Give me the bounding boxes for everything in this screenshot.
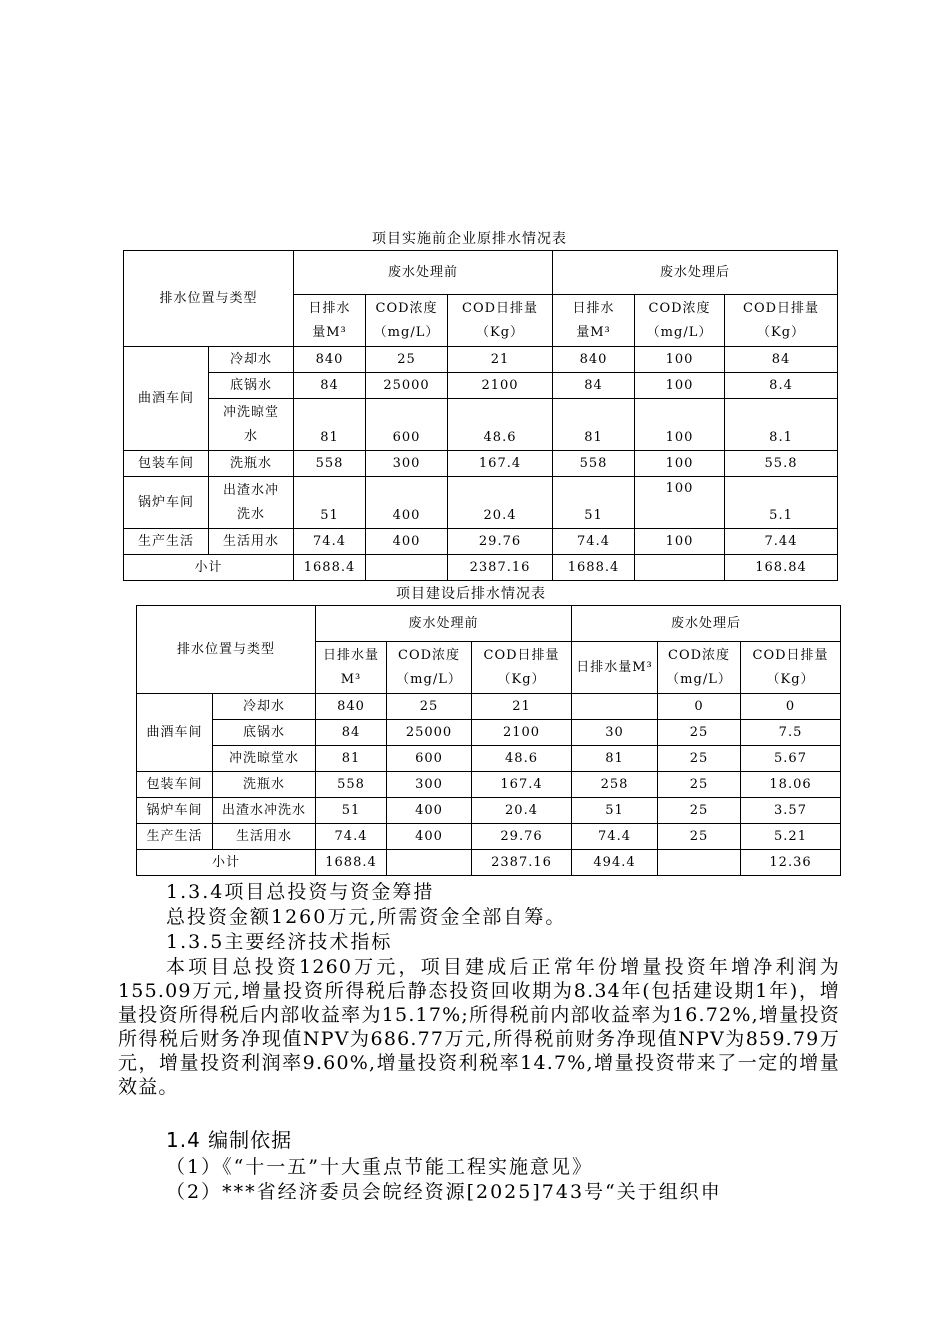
t1-cell: 51 bbox=[553, 477, 635, 529]
t1-subtotal-label: 小计 bbox=[124, 555, 294, 581]
t2-cell bbox=[572, 694, 658, 720]
t1-type: 底锅水 bbox=[209, 373, 294, 399]
t2-header-position-type: 排水位置与类型 bbox=[137, 606, 316, 694]
t1-cell: 167.4 bbox=[448, 451, 553, 477]
table-row bbox=[124, 399, 838, 451]
t1-cell: 25000 bbox=[366, 373, 448, 399]
t1-cell: 81 bbox=[294, 399, 366, 451]
t1-cell: 25 bbox=[366, 347, 448, 373]
t1-cell: 100 bbox=[635, 529, 725, 555]
t2-subtotal-label: 小计 bbox=[137, 850, 316, 876]
t2-header-cod-daily: COD日排量 （Kg） bbox=[472, 642, 572, 694]
t2-cell: 400 bbox=[387, 798, 472, 824]
t1-cell: 84 bbox=[294, 373, 366, 399]
t1-type: 冲洗晾堂 水 bbox=[209, 399, 294, 451]
t2-cell: 29.76 bbox=[472, 824, 572, 850]
t2-cell: 2387.16 bbox=[472, 850, 572, 876]
table-row bbox=[137, 798, 841, 824]
t1-cell: 558 bbox=[553, 451, 635, 477]
t2-cell: 81 bbox=[572, 746, 658, 772]
table2 bbox=[136, 605, 841, 876]
t1-cell: 2387.16 bbox=[448, 555, 553, 581]
table-row bbox=[137, 694, 841, 720]
t2-cell: 600 bbox=[387, 746, 472, 772]
table-row bbox=[137, 824, 841, 850]
t1-cell: 84 bbox=[553, 373, 635, 399]
t2-cell: 25 bbox=[387, 694, 472, 720]
t2-cell: 12.36 bbox=[741, 850, 841, 876]
table-row bbox=[124, 555, 838, 581]
t1-header-cod-conc-after: COD浓度 （mg/L） bbox=[635, 295, 725, 347]
t1-type: 冷却水 bbox=[209, 347, 294, 373]
t1-cell: 81 bbox=[553, 399, 635, 451]
t2-group-guolu: 锅炉车间 bbox=[137, 798, 213, 824]
t2-cell: 5.21 bbox=[741, 824, 841, 850]
t2-cell: 7.5 bbox=[741, 720, 841, 746]
table-row bbox=[124, 477, 838, 529]
t2-cell: 20.4 bbox=[472, 798, 572, 824]
table1 bbox=[123, 250, 838, 581]
t1-group-guolu: 锅炉车间 bbox=[124, 477, 209, 529]
t2-cell: 48.6 bbox=[472, 746, 572, 772]
t1-cell: 5.1 bbox=[725, 477, 838, 529]
t1-cell: 20.4 bbox=[448, 477, 553, 529]
table-row bbox=[124, 451, 838, 477]
t1-cell: 48.6 bbox=[448, 399, 553, 451]
t2-cell: 2100 bbox=[472, 720, 572, 746]
reference-1: （1）《“十一五”十大重点节能工程实施意见》 bbox=[166, 1156, 594, 1178]
t1-header-cod-conc: COD浓度 （mg/L） bbox=[366, 295, 448, 347]
t1-cell: 2100 bbox=[448, 373, 553, 399]
t2-type: 底锅水 bbox=[213, 720, 316, 746]
t2-cell: 558 bbox=[316, 772, 387, 798]
t1-header-cod-daily: COD日排量 （Kg） bbox=[448, 295, 553, 347]
t1-cell: 21 bbox=[448, 347, 553, 373]
t2-header-cod-conc-after: COD浓度 （mg/L） bbox=[658, 642, 741, 694]
t1-cell bbox=[635, 555, 725, 581]
t2-type: 生活用水 bbox=[213, 824, 316, 850]
t1-cell: 100 bbox=[635, 373, 725, 399]
t1-group-baozhuang: 包装车间 bbox=[124, 451, 209, 477]
t1-header-daily-water: 日排水 量M³ bbox=[294, 295, 366, 347]
t2-cell: 25 bbox=[658, 746, 741, 772]
t2-header-cod-conc: COD浓度 （mg/L） bbox=[387, 642, 472, 694]
t1-cell: 51 bbox=[294, 477, 366, 529]
t1-cell: 84 bbox=[725, 347, 838, 373]
table-row bbox=[137, 772, 841, 798]
t1-cell: 55.8 bbox=[725, 451, 838, 477]
t2-cell: 494.4 bbox=[572, 850, 658, 876]
t1-cell: 100 bbox=[635, 347, 725, 373]
t2-cell: 74.4 bbox=[572, 824, 658, 850]
section-heading-1-3-4: 1.3.4项目总投资与资金筹措 bbox=[166, 881, 435, 903]
t1-cell: 400 bbox=[366, 477, 448, 529]
table-row bbox=[137, 746, 841, 772]
t2-header-daily-water-after: 日排水量M³ bbox=[572, 642, 658, 694]
t1-group-qujiu: 曲酒车间 bbox=[124, 347, 209, 451]
reference-2: （2）***省经济委员会皖经资源[2025]743号“关于组织申 bbox=[166, 1181, 722, 1203]
t1-cell: 100 bbox=[635, 477, 725, 529]
t1-type: 洗瓶水 bbox=[209, 451, 294, 477]
economic-indicators-paragraph: 本项目总投资1260万元，项目建成后正常年份增量投资年增净利润为155.09万元,增量投资所得税后静态投资回收期为8.34年(包括建设期1年)，增量投资所得税后内部收益率为15.17%;所得税前内部收益率为16.72%,增量投资所得税后财务净现值NPV为686.77万元,所得税前财务净现值NPV为859.79万元，增量投资利润率9.60%,增量投资利税率14.7%,增量投资带来了一定的增量效益。 bbox=[118, 956, 840, 1098]
t1-group-shengchan: 生产生活 bbox=[124, 529, 209, 555]
t2-header-daily-water: 日排水量 M³ bbox=[316, 642, 387, 694]
t2-group-qujiu: 曲酒车间 bbox=[137, 694, 213, 772]
table2-title: 项目建设后排水情况表 bbox=[396, 586, 546, 602]
t2-cell: 25 bbox=[658, 720, 741, 746]
t1-cell: 100 bbox=[635, 399, 725, 451]
t2-header-after: 废水处理后 bbox=[572, 606, 841, 642]
t1-cell: 8.1 bbox=[725, 399, 838, 451]
t1-header-position-type: 排水位置与类型 bbox=[124, 251, 294, 347]
t2-cell: 18.06 bbox=[741, 772, 841, 798]
t1-cell: 74.4 bbox=[294, 529, 366, 555]
t1-cell: 168.84 bbox=[725, 555, 838, 581]
t2-cell: 30 bbox=[572, 720, 658, 746]
t1-cell: 8.4 bbox=[725, 373, 838, 399]
t2-cell: 21 bbox=[472, 694, 572, 720]
table-row bbox=[137, 720, 841, 746]
t2-cell: 400 bbox=[387, 824, 472, 850]
t2-cell: 300 bbox=[387, 772, 472, 798]
t2-cell: 3.57 bbox=[741, 798, 841, 824]
t1-cell: 840 bbox=[294, 347, 366, 373]
section-heading-1-3-5: 1.3.5主要经济技术指标 bbox=[166, 931, 393, 953]
t2-cell: 51 bbox=[572, 798, 658, 824]
t2-cell bbox=[387, 850, 472, 876]
t2-cell: 25 bbox=[658, 798, 741, 824]
t1-cell: 1688.4 bbox=[294, 555, 366, 581]
t2-group-shengchan: 生产生活 bbox=[137, 824, 213, 850]
t2-type: 冷却水 bbox=[213, 694, 316, 720]
t1-cell: 1688.4 bbox=[553, 555, 635, 581]
t2-type: 洗瓶水 bbox=[213, 772, 316, 798]
t2-cell: 25 bbox=[658, 772, 741, 798]
t1-cell: 400 bbox=[366, 529, 448, 555]
t2-header-cod-daily-after: COD日排量 （Kg） bbox=[741, 642, 841, 694]
t1-type: 生活用水 bbox=[209, 529, 294, 555]
table-row bbox=[124, 373, 838, 399]
t1-cell: 100 bbox=[635, 451, 725, 477]
t1-cell: 7.44 bbox=[725, 529, 838, 555]
t2-type: 出渣水冲洗水 bbox=[213, 798, 316, 824]
table-row bbox=[137, 850, 841, 876]
t1-cell: 29.76 bbox=[448, 529, 553, 555]
t2-cell: 25 bbox=[658, 824, 741, 850]
t1-cell: 840 bbox=[553, 347, 635, 373]
t2-header-before: 废水处理前 bbox=[316, 606, 572, 642]
t1-header-after: 废水处理后 bbox=[553, 251, 838, 295]
t1-cell: 600 bbox=[366, 399, 448, 451]
table1-title: 项目实施前企业原排水情况表 bbox=[372, 231, 567, 247]
t2-cell bbox=[658, 850, 741, 876]
t1-header-before: 废水处理前 bbox=[294, 251, 553, 295]
t2-cell: 840 bbox=[316, 694, 387, 720]
table-row bbox=[124, 529, 838, 555]
t2-group-baozhuang: 包装车间 bbox=[137, 772, 213, 798]
t2-cell: 0 bbox=[658, 694, 741, 720]
t1-header-cod-daily-after: COD日排量 （Kg） bbox=[725, 295, 838, 347]
t2-cell: 25000 bbox=[387, 720, 472, 746]
t2-cell: 51 bbox=[316, 798, 387, 824]
t2-cell: 5.67 bbox=[741, 746, 841, 772]
t2-cell: 167.4 bbox=[472, 772, 572, 798]
investment-paragraph: 总投资金额1260万元,所需资金全部自筹。 bbox=[166, 906, 567, 928]
t1-cell: 74.4 bbox=[553, 529, 635, 555]
t2-cell: 84 bbox=[316, 720, 387, 746]
t2-type: 冲洗晾堂水 bbox=[213, 746, 316, 772]
t1-type: 出渣水冲 洗水 bbox=[209, 477, 294, 529]
t2-cell: 81 bbox=[316, 746, 387, 772]
t2-cell: 0 bbox=[741, 694, 841, 720]
t1-cell bbox=[366, 555, 448, 581]
table-row bbox=[124, 347, 838, 373]
t2-cell: 74.4 bbox=[316, 824, 387, 850]
t1-cell: 558 bbox=[294, 451, 366, 477]
section-heading-1-4: 1.4 编制依据 bbox=[166, 1128, 293, 1152]
t2-cell: 258 bbox=[572, 772, 658, 798]
t1-cell: 300 bbox=[366, 451, 448, 477]
t1-header-daily-water-after: 日排水 量M³ bbox=[553, 295, 635, 347]
t2-cell: 1688.4 bbox=[316, 850, 387, 876]
